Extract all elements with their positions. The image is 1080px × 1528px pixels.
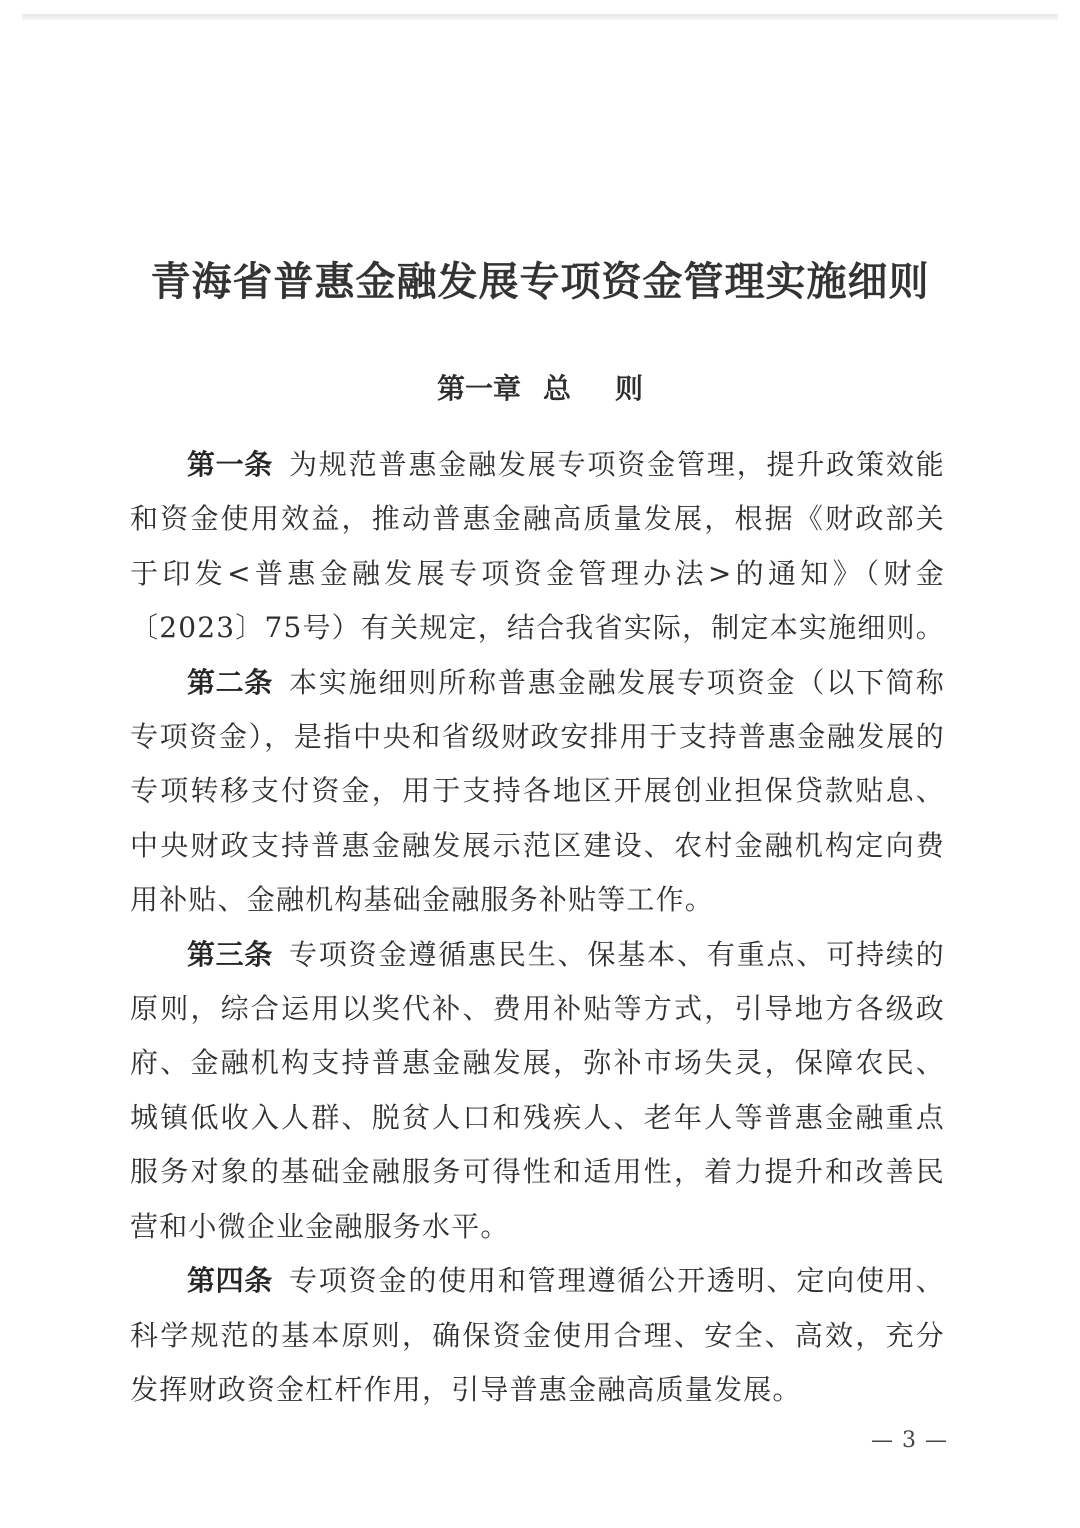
article-3-label: 第三条 [187,937,273,971]
article-2-text: 本实施细则所称普惠金融发展专项资金（以下简称专项资金），是指中央和省级财政安排用于支持普惠金融发展的专项转移支付资金，用于支持各地区开展创业担保贷款贴息、中央财政支持普惠金融发展示范区建设、农村金融机构定向费用补贴、金融机构基础金融服务补贴等工作。 [130,665,945,917]
article-3-text: 专项资金遵循惠民生、保基本、有重点、可持续的原则，综合运用以奖代补、费用补贴等方式，引导地方各级政府、金融机构支持普惠金融发展，弥补市场失灵，保障农民、城镇低收入人群、脱贫人口和残疾人、老年人等普惠金融重点服务对象的基础金融服务可得性和适用性，着力提升和改善民营和小微企业金融服务水平。 [130,937,945,1243]
article-1-label: 第一条 [187,448,273,481]
article-list [130,438,945,1417]
scan-top-edge [22,14,1058,20]
article-4-label: 第四条 [187,1264,273,1298]
page-number: — 3 — [871,1428,948,1453]
chapter-title-part2: 则 [615,372,644,405]
article-3 [130,928,945,1254]
article-2 [130,656,945,928]
chapter-number: 第一章 [436,372,521,405]
article-2-label: 第二条 [187,665,273,699]
article-4-text: 专项资金的使用和管理遵循公开透明、定向使用、科学规范的基本原则，确保资金使用合理、安全、高效，充分发挥财政资金杠杆作用，引导普惠金融高质量发展。 [130,1264,945,1406]
document-title: 青海省普惠金融发展专项资金管理实施细则 [150,258,930,305]
article-1-text: 为规范普惠金融发展专项资金管理，提升政策效能和资金使用效益，推动普惠金融高质量发展，根据《财政部关于印发<普惠金融发展专项资金管理办法>的通知》（财金〔2023〕75号）有关规定，结合我省实际，制定本实施细则。 [130,448,945,645]
article-1 [130,438,945,656]
article-4 [130,1254,945,1417]
chapter-heading [0,367,1080,407]
chapter-title-part1: 总 [542,372,571,405]
